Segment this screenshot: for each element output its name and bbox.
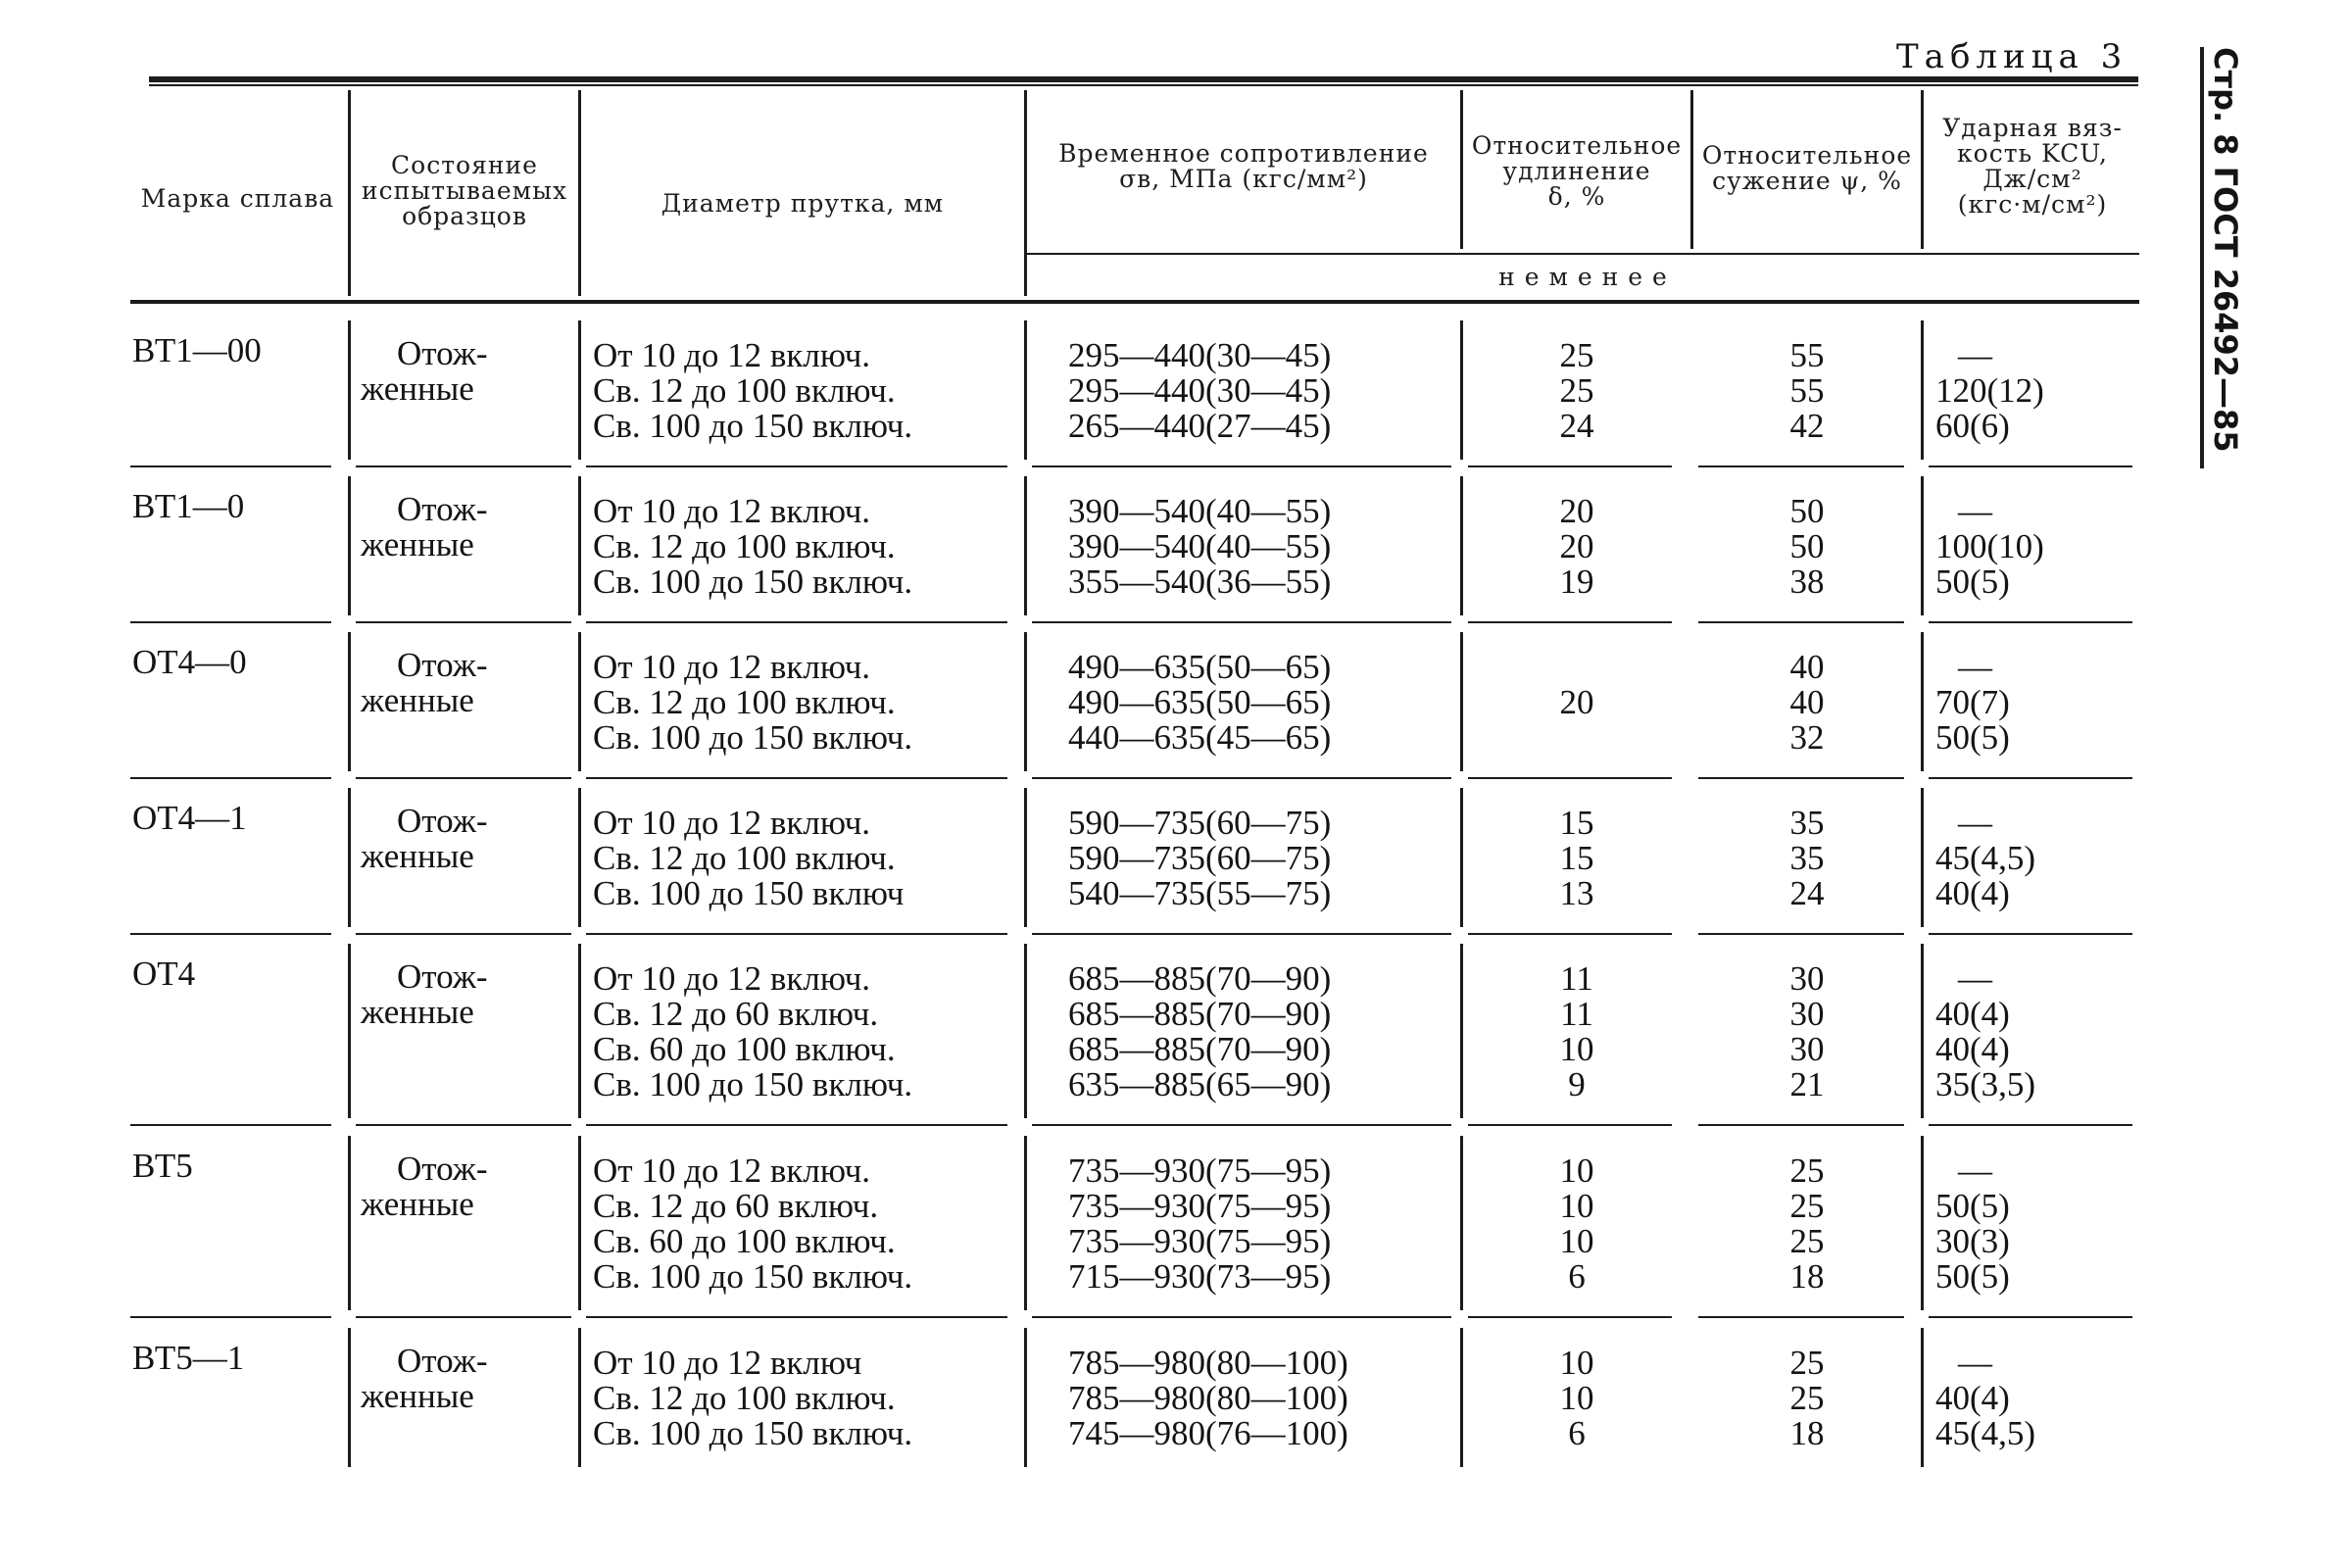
body-vline-0-4 xyxy=(1921,320,1924,460)
contraction-cell: 40 xyxy=(1789,683,1825,721)
strength-cell: 685—885(70—90) xyxy=(1068,959,1332,998)
diameter-cell: От 10 до 12 включ. xyxy=(593,959,871,998)
contraction-cell: 30 xyxy=(1789,1030,1825,1068)
body-vline-3-0 xyxy=(348,788,351,927)
header-state-line: испытываемых xyxy=(361,176,568,205)
impact-cell: 40(4) xyxy=(1935,1030,2010,1068)
row-sep xyxy=(586,1316,1007,1318)
row-sep xyxy=(1929,621,2132,623)
strength-cell: 715—930(73—95) xyxy=(1068,1257,1332,1296)
diameter-cell: Св. 100 до 150 включ. xyxy=(593,1065,913,1103)
state-cell: Отож- xyxy=(397,1342,488,1380)
contraction-cell: 40 xyxy=(1789,648,1825,686)
impact-cell: 70(7) xyxy=(1935,683,2010,721)
strength-cell: 355—540(36—55) xyxy=(1068,563,1332,601)
contraction-cell: 32 xyxy=(1789,718,1825,757)
strength-cell: 590—735(60—75) xyxy=(1068,804,1332,842)
header-not-less xyxy=(1027,265,2139,290)
diameter-cell: Св. 12 до 60 включ. xyxy=(593,995,879,1033)
impact-cell: 50(5) xyxy=(1935,1257,2010,1296)
body-vline-5-0 xyxy=(348,1136,351,1310)
row-sep xyxy=(1032,777,1451,779)
contraction-cell: 38 xyxy=(1789,563,1825,601)
contraction-cell: 30 xyxy=(1789,995,1825,1033)
contraction-cell: 18 xyxy=(1789,1414,1825,1452)
elongation-cell: 6 xyxy=(1568,1414,1586,1452)
strength-cell: 590—735(60—75) xyxy=(1068,839,1332,877)
row-sep xyxy=(1468,933,1672,935)
header-contraction-line: сужение ψ, % xyxy=(1712,167,1902,195)
header-impact-line: кость KCU, xyxy=(1957,139,2108,168)
header-impact xyxy=(1924,116,2141,218)
header-state-line: Состояние xyxy=(391,151,538,179)
body-vline-0-2 xyxy=(1024,320,1027,460)
elongation-cell: 10 xyxy=(1559,1344,1594,1382)
elongation-cell: 10 xyxy=(1559,1152,1594,1190)
contraction-cell: 50 xyxy=(1789,492,1825,530)
contraction-cell: 35 xyxy=(1789,804,1825,842)
diameter-cell: Св. 100 до 150 включ. xyxy=(593,1414,913,1452)
header-strength-line: Временное сопротивление xyxy=(1058,139,1429,168)
running-head: Стр. 8 ГОСТ 26492—85 xyxy=(2207,47,2244,453)
body-vline-1-0 xyxy=(348,476,351,615)
row-sep xyxy=(586,777,1007,779)
grade-cell: ВТ5 xyxy=(132,1147,193,1185)
diameter-cell: Св. 100 до 150 включ. xyxy=(593,563,913,601)
state-cell: Отож- xyxy=(397,802,488,840)
state-cell: женные xyxy=(361,837,474,875)
body-vline-0-1 xyxy=(578,320,581,460)
strength-cell: 440—635(45—65) xyxy=(1068,718,1332,757)
row-sep xyxy=(130,621,331,623)
impact-cell: 60(6) xyxy=(1935,407,2010,445)
header-elongation-line: Относительное xyxy=(1471,131,1683,160)
header-diameter xyxy=(581,191,1024,217)
impact-cell: 40(4) xyxy=(1935,995,2010,1033)
row-sep xyxy=(586,621,1007,623)
elongation-cell: 25 xyxy=(1559,371,1594,410)
contraction-cell: 50 xyxy=(1789,527,1825,565)
contraction-cell: 55 xyxy=(1789,336,1825,374)
row-sep xyxy=(1929,466,2132,467)
header-grade xyxy=(127,186,348,212)
impact-cell: — xyxy=(1958,492,1992,530)
row-sep xyxy=(1698,1124,1904,1126)
impact-cell: 50(5) xyxy=(1935,1187,2010,1225)
row-sep xyxy=(1032,621,1451,623)
header-strength-line: σв, МПа (кгс/мм²) xyxy=(1119,165,1368,193)
header-bottom-rule xyxy=(130,300,2139,304)
impact-cell: 120(12) xyxy=(1935,371,2044,410)
impact-cell: — xyxy=(1958,1152,1992,1190)
impact-cell: 40(4) xyxy=(1935,874,2010,912)
row-sep xyxy=(1698,621,1904,623)
diameter-cell: Св. 12 до 100 включ. xyxy=(593,527,896,565)
contraction-cell: 25 xyxy=(1789,1152,1825,1190)
impact-cell: 30(3) xyxy=(1935,1222,2010,1260)
impact-cell: — xyxy=(1958,959,1992,998)
state-cell: женные xyxy=(361,1185,474,1223)
state-cell: Отож- xyxy=(397,334,488,372)
strength-cell: 785—980(80—100) xyxy=(1068,1344,1348,1382)
header-impact-line: Дж/см² xyxy=(1982,165,2082,193)
grade-cell: ОТ4—0 xyxy=(132,643,247,681)
state-cell: женные xyxy=(361,1377,474,1415)
state-cell: Отож- xyxy=(397,1150,488,1188)
row-sep xyxy=(1032,933,1451,935)
diameter-cell: От 10 до 12 включ. xyxy=(593,804,871,842)
elongation-cell: 10 xyxy=(1559,1379,1594,1417)
body-vline-0-0 xyxy=(348,320,351,460)
top-rule xyxy=(149,76,2138,82)
header-elongation xyxy=(1463,133,1690,210)
diameter-cell: Св. 12 до 100 включ. xyxy=(593,683,896,721)
elongation-cell: 19 xyxy=(1559,563,1594,601)
body-vline-4-2 xyxy=(1024,944,1027,1118)
elongation-cell: 11 xyxy=(1560,995,1593,1033)
state-cell: женные xyxy=(361,369,474,408)
row-sep xyxy=(1468,466,1672,467)
elongation-cell: 6 xyxy=(1568,1257,1586,1296)
diameter-cell: Св. 12 до 100 включ. xyxy=(593,839,896,877)
contraction-cell: 30 xyxy=(1789,959,1825,998)
header-contraction xyxy=(1693,143,1921,194)
row-sep xyxy=(130,1124,331,1126)
header-impact-line: (кгс·м/см²) xyxy=(1957,190,2108,219)
elongation-cell: 15 xyxy=(1559,804,1594,842)
body-vline-1-2 xyxy=(1024,476,1027,615)
row-sep xyxy=(1929,1316,2132,1318)
grade-cell: ВТ1—0 xyxy=(132,487,245,525)
elongation-cell: 13 xyxy=(1559,874,1594,912)
strength-cell: 265—440(27—45) xyxy=(1068,407,1332,445)
impact-cell: 45(4,5) xyxy=(1935,839,2036,877)
header-state-line: образцов xyxy=(402,202,527,230)
row-sep xyxy=(1698,777,1904,779)
grade-cell: ОТ4 xyxy=(132,955,196,993)
impact-cell: — xyxy=(1958,804,1992,842)
row-sep xyxy=(1032,1316,1451,1318)
impact-cell: 50(5) xyxy=(1935,563,2010,601)
header-strength xyxy=(1027,141,1460,192)
strength-cell: 635—885(65—90) xyxy=(1068,1065,1332,1103)
strength-cell: 735—930(75—95) xyxy=(1068,1187,1332,1225)
body-vline-2-0 xyxy=(348,632,351,771)
margin-rule xyxy=(2200,47,2204,468)
elongation-merged-cell: 20 xyxy=(1559,683,1594,721)
header-impact-line: Ударная вяз- xyxy=(1942,114,2123,142)
body-vline-4-0 xyxy=(348,944,351,1118)
body-vline-6-0 xyxy=(348,1328,351,1467)
body-vline-3-2 xyxy=(1024,788,1027,927)
row-sep xyxy=(356,1316,571,1318)
contraction-cell: 25 xyxy=(1789,1187,1825,1225)
diameter-cell: Св. 100 до 150 включ. xyxy=(593,407,913,445)
row-sep xyxy=(1929,1124,2132,1126)
contraction-cell: 18 xyxy=(1789,1257,1825,1296)
impact-cell: 35(3,5) xyxy=(1935,1065,2036,1103)
header-elongation-line: δ, % xyxy=(1547,182,1606,211)
top-rule-inner xyxy=(149,84,2138,86)
row-sep xyxy=(356,621,571,623)
row-sep xyxy=(1698,1316,1904,1318)
row-sep xyxy=(130,933,331,935)
strength-cell: 390—540(40—55) xyxy=(1068,527,1332,565)
contraction-cell: 21 xyxy=(1789,1065,1825,1103)
body-vline-5-1 xyxy=(578,1136,581,1310)
strength-cell: 295—440(30—45) xyxy=(1068,336,1332,374)
impact-cell: 50(5) xyxy=(1935,718,2010,757)
elongation-cell: 10 xyxy=(1559,1187,1594,1225)
row-sep xyxy=(1468,1124,1672,1126)
body-vline-6-1 xyxy=(578,1328,581,1467)
diameter-cell: Св. 100 до 150 включ xyxy=(593,874,905,912)
row-sep xyxy=(1698,466,1904,467)
not-less-rule xyxy=(1027,253,2139,255)
row-sep xyxy=(1929,777,2132,779)
body-vline-2-2 xyxy=(1024,632,1027,771)
diameter-cell: От 10 до 12 включ. xyxy=(593,492,871,530)
contraction-cell: 24 xyxy=(1789,874,1825,912)
body-vline-2-1 xyxy=(578,632,581,771)
contraction-cell: 25 xyxy=(1789,1344,1825,1382)
diameter-cell: Св. 100 до 150 включ. xyxy=(593,1257,913,1296)
diameter-cell: Св. 12 до 100 включ. xyxy=(593,371,896,410)
impact-cell: — xyxy=(1958,648,1992,686)
row-sep xyxy=(356,933,571,935)
impact-cell: 40(4) xyxy=(1935,1379,2010,1417)
contraction-cell: 35 xyxy=(1789,839,1825,877)
row-sep xyxy=(586,933,1007,935)
strength-cell: 390—540(40—55) xyxy=(1068,492,1332,530)
strength-cell: 685—885(70—90) xyxy=(1068,995,1332,1033)
body-vline-5-2 xyxy=(1024,1136,1027,1310)
elongation-cell: 10 xyxy=(1559,1030,1594,1068)
diameter-cell: Св. 12 до 60 включ. xyxy=(593,1187,879,1225)
row-sep xyxy=(1698,933,1904,935)
elongation-cell: 15 xyxy=(1559,839,1594,877)
strength-cell: 745—980(76—100) xyxy=(1068,1414,1348,1452)
impact-cell: — xyxy=(1958,336,1992,374)
table-caption: Таблица 3 xyxy=(1896,37,2129,76)
row-sep xyxy=(1032,1124,1451,1126)
grade-cell: ВТ5—1 xyxy=(132,1339,245,1377)
diameter-cell: Св. 60 до 100 включ. xyxy=(593,1030,896,1068)
row-sep xyxy=(356,777,571,779)
state-cell: женные xyxy=(361,993,474,1031)
row-sep xyxy=(130,777,331,779)
body-vline-4-4 xyxy=(1921,944,1924,1118)
elongation-cell: 20 xyxy=(1559,492,1594,530)
strength-cell: 540—735(55—75) xyxy=(1068,874,1332,912)
impact-cell: 100(10) xyxy=(1935,527,2044,565)
elongation-cell: 9 xyxy=(1568,1065,1586,1103)
strength-cell: 490—635(50—65) xyxy=(1068,683,1332,721)
body-vline-2-4 xyxy=(1921,632,1924,771)
impact-cell: — xyxy=(1958,1344,1992,1382)
diameter-cell: Св. 100 до 150 включ. xyxy=(593,718,913,757)
state-cell: женные xyxy=(361,681,474,719)
elongation-cell: 11 xyxy=(1560,959,1593,998)
body-vline-1-1 xyxy=(578,476,581,615)
grade-cell: ВТ1—00 xyxy=(132,331,262,369)
row-sep xyxy=(130,1316,331,1318)
grade-cell: ОТ4—1 xyxy=(132,799,247,837)
diameter-cell: От 10 до 12 включ. xyxy=(593,1152,871,1190)
body-vline-5-4 xyxy=(1921,1136,1924,1310)
header-contraction-line: Относительное xyxy=(1701,141,1913,170)
contraction-cell: 55 xyxy=(1789,371,1825,410)
header-diameter-line: Диаметр прутка, мм xyxy=(661,189,945,218)
row-sep xyxy=(1468,777,1672,779)
body-vline-3-4 xyxy=(1921,788,1924,927)
body-vline-6-4 xyxy=(1921,1328,1924,1467)
body-vline-3-1 xyxy=(578,788,581,927)
elongation-cell: 24 xyxy=(1559,407,1594,445)
diameter-cell: От 10 до 12 включ xyxy=(593,1344,862,1382)
diameter-cell: От 10 до 12 включ. xyxy=(593,648,871,686)
row-sep xyxy=(1032,466,1451,467)
body-vline-4-1 xyxy=(578,944,581,1118)
strength-cell: 295—440(30—45) xyxy=(1068,371,1332,410)
row-sep xyxy=(586,466,1007,467)
row-sep xyxy=(1929,933,2132,935)
strength-cell: 735—930(75—95) xyxy=(1068,1152,1332,1190)
elongation-cell: 25 xyxy=(1559,336,1594,374)
strength-cell: 685—885(70—90) xyxy=(1068,1030,1332,1068)
state-cell: Отож- xyxy=(397,957,488,996)
body-vline-1-4 xyxy=(1921,476,1924,615)
state-cell: Отож- xyxy=(397,646,488,684)
impact-cell: 45(4,5) xyxy=(1935,1414,2036,1452)
body-vline-6-2 xyxy=(1024,1328,1027,1467)
header-not-less-line: н е м е н е е xyxy=(1498,263,1668,291)
state-cell: Отож- xyxy=(397,490,488,528)
diameter-cell: Св. 12 до 100 включ. xyxy=(593,1379,896,1417)
header-grade-line: Марка сплава xyxy=(140,184,335,213)
contraction-cell: 25 xyxy=(1789,1222,1825,1260)
header-state xyxy=(351,153,578,229)
contraction-cell: 42 xyxy=(1789,407,1825,445)
row-sep xyxy=(356,1124,571,1126)
header-elongation-line: удлинение xyxy=(1502,157,1651,185)
strength-cell: 785—980(80—100) xyxy=(1068,1379,1348,1417)
state-cell: женные xyxy=(361,525,474,564)
row-sep xyxy=(130,466,331,467)
diameter-cell: От 10 до 12 включ. xyxy=(593,336,871,374)
row-sep xyxy=(356,466,571,467)
elongation-cell: 20 xyxy=(1559,527,1594,565)
elongation-cell: 10 xyxy=(1559,1222,1594,1260)
row-sep xyxy=(1468,1316,1672,1318)
diameter-cell: Св. 60 до 100 включ. xyxy=(593,1222,896,1260)
strength-cell: 490—635(50—65) xyxy=(1068,648,1332,686)
strength-cell: 735—930(75—95) xyxy=(1068,1222,1332,1260)
contraction-cell: 25 xyxy=(1789,1379,1825,1417)
row-sep xyxy=(586,1124,1007,1126)
row-sep xyxy=(1468,621,1672,623)
